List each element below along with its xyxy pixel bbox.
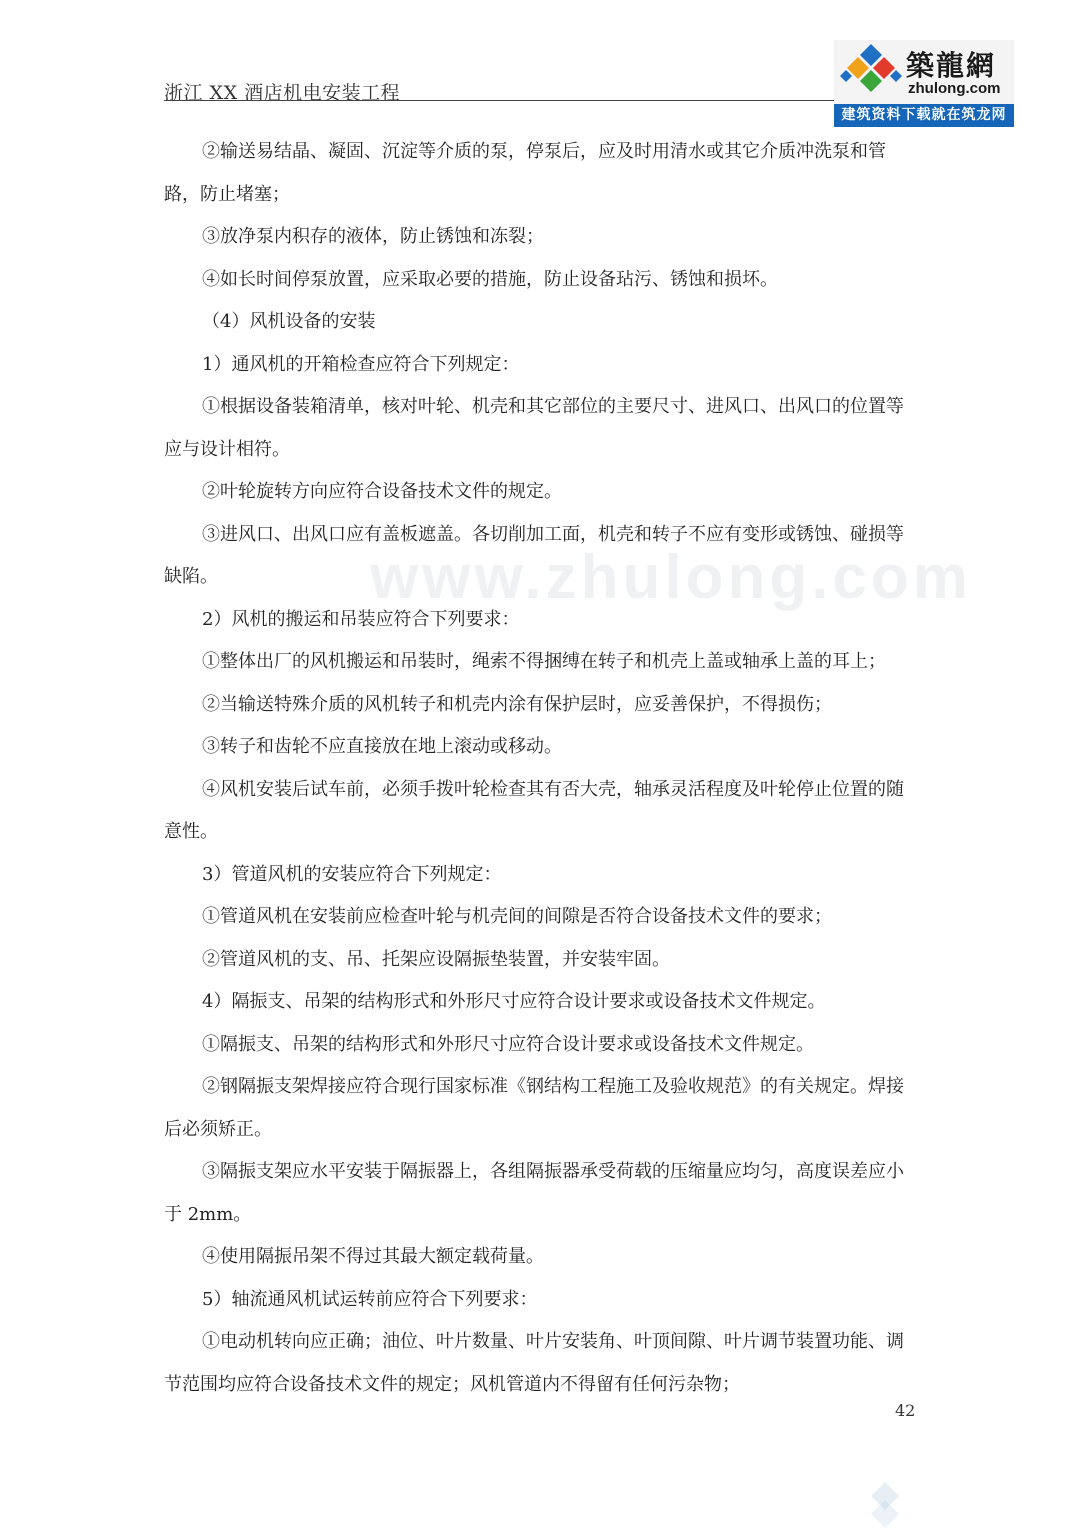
paragraph: ③隔振支架应水平安装于隔振器上，各组隔振器承受荷载的压缩量应均匀，高度误差应小于 2mm。 <box>164 1161 904 1225</box>
paragraph: ④使用隔振吊架不得过其最大额定载荷量。 <box>202 1246 544 1267</box>
paragraph: ②叶轮旋转方向应符合设备技术文件的规定。 <box>202 481 562 502</box>
paragraph: ①管道风机在安装前应检查叶轮与机壳间的间隙是否符合设备技术文件的要求； <box>202 906 832 927</box>
paragraph: ②输送易结晶、凝固、沉淀等介质的泵，停泵后，应及时用清水或其它介质冲洗泵和管路，防止堵塞； <box>164 141 886 205</box>
logo-mark-icon <box>838 42 904 102</box>
logo-tagline: 建筑资料下载就在筑龙网 <box>834 104 1014 127</box>
paragraph: ③进风口、出风口应有盖板遮盖。各切削加工面，机壳和转子不应有变形或锈蚀、碰损等缺陷。 <box>164 523 904 587</box>
header-title: 浙江 XX 酒店机电安装工程 <box>164 82 401 104</box>
logo-chinese-name: 築龍網 <box>906 49 997 82</box>
paragraph: ④如长时间停泵放置，应采取必要的措施，防止设备玷污、锈蚀和损坏。 <box>202 268 778 290</box>
paragraph: ②钢隔振支架焊接应符合现行国家标准《钢结构工程施工及验收规范》的有关规定。焊接后必须矫正。 <box>164 1076 904 1140</box>
document-body <box>164 131 920 1406</box>
subsection-heading: 5）轴流通风机试运转前应符合下列要求： <box>202 1288 538 1310</box>
paragraph: ①整体出厂的风机搬运和吊装时，绳索不得捆缚在转子和机壳上盖或轴承上盖的耳上； <box>202 651 886 672</box>
paragraph: ①电动机转向应正确；油位、叶片数量、叶片安装角、叶顶间隙、叶片调节装置功能、调节范围均应符合设备技术文件的规定；风机管道内不得留有任何污杂物； <box>164 1331 904 1395</box>
header-divider <box>164 100 834 101</box>
logo-domain: zhulong.com <box>908 80 1001 97</box>
paragraph: ③转子和齿轮不应直接放在地上滚动或移动。 <box>202 736 562 757</box>
zhulong-logo <box>834 40 1014 127</box>
paragraph: ④风机安装后试车前，必须手拨叶轮检查其有否大壳，轴承灵活程度及叶轮停止位置的随意性。 <box>164 778 904 842</box>
paragraph: ②当输送特殊介质的风机转子和机壳内涂有保护层时，应妥善保护，不得损伤； <box>202 693 832 715</box>
subsection-heading: 4）隔振支、吊架的结构形式和外形尺寸应符合设计要求或设备技术文件规定。 <box>202 991 826 1012</box>
subsection-heading: 2）风机的搬运和吊装应符合下列要求： <box>202 608 520 630</box>
paragraph: ②管道风机的支、吊、托架应设隔振垫装置，并安装牢固。 <box>202 948 670 970</box>
watermark-text: www.zhulong.com <box>370 543 972 612</box>
section-heading: （4）风机设备的安装 <box>202 311 376 332</box>
paragraph: ③放净泵内积存的液体，防止锈蚀和冻裂； <box>202 226 544 247</box>
watermark-logo-icon <box>855 1478 915 1528</box>
subsection-heading: 1）通风机的开箱检查应符合下列规定： <box>202 353 520 375</box>
subsection-heading: 3）管道风机的安装应符合下列规定： <box>202 863 502 885</box>
page-number: 42 <box>895 1401 916 1420</box>
paragraph: ①隔振支、吊架的结构形式和外形尺寸应符合设计要求或设备技术文件规定。 <box>202 1033 814 1055</box>
logo-box <box>834 40 1014 104</box>
paragraph: ①根据设备装箱清单，核对叶轮、机壳和其它部位的主要尺寸、进风口、出风口的位置等应与设计相符。 <box>164 396 904 460</box>
